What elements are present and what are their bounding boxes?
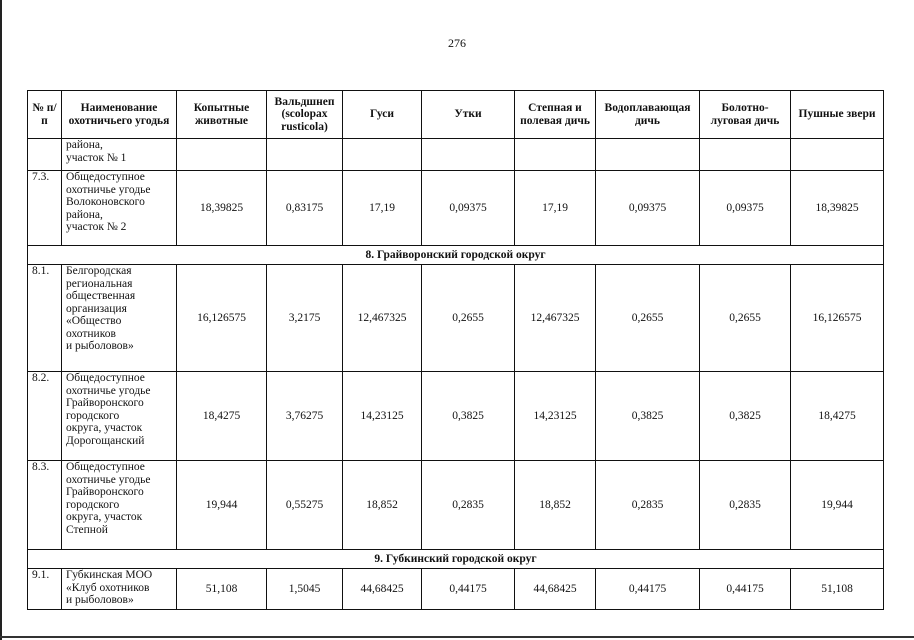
col-header: Водоплавающая дичь [596, 91, 700, 139]
quota-cell: 18,39825 [177, 171, 267, 246]
quota-cell: 0,44175 [700, 569, 791, 610]
quota-cell: 19,944 [177, 461, 267, 550]
quota-cell: 0,2835 [596, 461, 700, 550]
quota-cell [515, 139, 596, 171]
row-number: 8.2. [28, 372, 62, 461]
row-number: 8.1. [28, 265, 62, 372]
col-header: Наименование охотничьего угодья [62, 91, 177, 139]
col-header: Вальдшнеп (scolopax rusticola) [267, 91, 343, 139]
quota-cell: 0,3825 [596, 372, 700, 461]
quota-cell: 16,126575 [791, 265, 884, 372]
quota-cell: 0,2835 [422, 461, 515, 550]
quota-cell: 0,55275 [267, 461, 343, 550]
col-header: Утки [422, 91, 515, 139]
ground-name: Губкинская МОО «Клуб охотников и рыболовов» [62, 569, 177, 610]
ground-name: Общедоступное охотничье угодье Волоконовского района, участок № 2 [62, 171, 177, 246]
quota-cell: 0,44175 [596, 569, 700, 610]
quota-cell [791, 139, 884, 171]
quota-cell: 17,19 [515, 171, 596, 246]
region-title: 8. Грайворонский городской округ [28, 246, 884, 265]
quota-cell: 0,3825 [700, 372, 791, 461]
quota-cell: 0,2655 [422, 265, 515, 372]
row-number: 9.1. [28, 569, 62, 610]
quota-cell: 0,44175 [422, 569, 515, 610]
row-number: 8.3. [28, 461, 62, 550]
col-header: Гуси [343, 91, 422, 139]
ground-name: Общедоступное охотничье угодье Грайворонского городского округа, участок Степной [62, 461, 177, 550]
quota-cell [700, 139, 791, 171]
quota-cell: 44,68425 [515, 569, 596, 610]
col-header: Пушные звери [791, 91, 884, 139]
quota-cell: 18,852 [343, 461, 422, 550]
table-row [28, 139, 884, 171]
row-number: 7.3. [28, 171, 62, 246]
col-header: Степная и полевая дичь [515, 91, 596, 139]
quota-cell: 0,09375 [700, 171, 791, 246]
col-header: Болотно-луговая дичь [700, 91, 791, 139]
quota-cell: 14,23125 [343, 372, 422, 461]
quota-cell [177, 139, 267, 171]
quota-cell: 0,83175 [267, 171, 343, 246]
quota-cell: 17,19 [343, 171, 422, 246]
quota-cell: 3,76275 [267, 372, 343, 461]
table-row [28, 461, 884, 550]
quota-cell: 18,39825 [791, 171, 884, 246]
region-title: 9. Губкинский городской округ [28, 550, 884, 569]
quota-cell: 44,68425 [343, 569, 422, 610]
quota-cell: 51,108 [177, 569, 267, 610]
table-row [28, 265, 884, 372]
quota-cell: 19,944 [791, 461, 884, 550]
quota-cell: 1,5045 [267, 569, 343, 610]
table-row [28, 372, 884, 461]
quota-cell: 0,09375 [422, 171, 515, 246]
quota-cell: 16,126575 [177, 265, 267, 372]
quota-cell [267, 139, 343, 171]
quota-cell: 3,2175 [267, 265, 343, 372]
ground-name: района, участок № 1 [62, 139, 177, 171]
ground-name: Общедоступное охотничье угодье Грайворонского городского округа, участок Дорогощанский [62, 372, 177, 461]
page-left-edge [0, 0, 2, 640]
quota-cell: 14,23125 [515, 372, 596, 461]
quota-cell [343, 139, 422, 171]
page-number: 276 [448, 36, 466, 50]
quota-cell: 0,2835 [700, 461, 791, 550]
table-header-row [28, 91, 884, 139]
table-row [28, 171, 884, 246]
quota-cell: 18,4275 [791, 372, 884, 461]
col-header: № п/п [28, 91, 62, 139]
quota-cell: 12,467325 [343, 265, 422, 372]
quota-cell: 12,467325 [515, 265, 596, 372]
col-header: Копытные животные [177, 91, 267, 139]
region-row [28, 246, 884, 265]
quota-cell: 0,2655 [700, 265, 791, 372]
quota-cell: 0,3825 [422, 372, 515, 461]
quota-cell: 0,2655 [596, 265, 700, 372]
ground-name: Белгородская региональная общественная организация «Общество охотников и рыболовов» [62, 265, 177, 372]
quota-cell [596, 139, 700, 171]
quota-cell: 51,108 [791, 569, 884, 610]
row-number [28, 139, 62, 171]
quota-cell: 0,09375 [596, 171, 700, 246]
quota-cell [422, 139, 515, 171]
hunting-quota-table [27, 90, 884, 610]
table-row [28, 569, 884, 610]
quota-cell: 18,852 [515, 461, 596, 550]
page-bottom-edge [0, 636, 914, 638]
region-row [28, 550, 884, 569]
quota-cell: 18,4275 [177, 372, 267, 461]
